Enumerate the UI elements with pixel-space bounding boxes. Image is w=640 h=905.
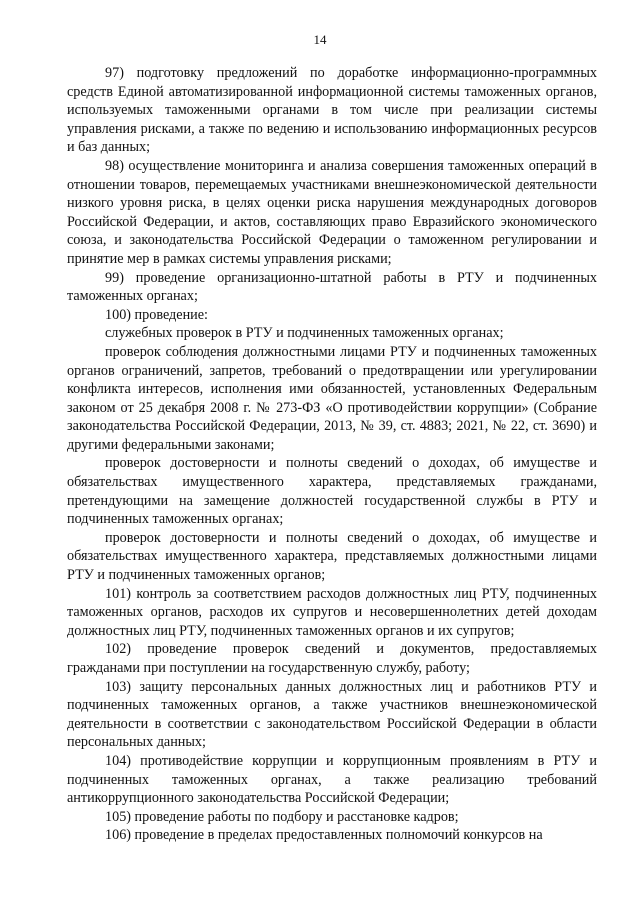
- paragraph-98: 98) осуществление мониторинга и анализа совершения таможенных операций в отношении товаров, перемещаемых участниками внешнеэкономической деятельности низкого уровня риска, в целях оценки риска нарушения международных договоров Российской Федерации, и актов, составляющих право Евразийского экономического союза, и законодательства Российской Федерации о таможенном регулировании и принятие мер в рамках системы управления рисками;: [67, 157, 597, 267]
- paragraph-100: 100) проведение:: [105, 306, 208, 323]
- page-number: 14: [313, 32, 327, 47]
- paragraph-102: 102) проведение проверок сведений и документов, предоставляемых гражданами при поступлении на государственную службу, работу;: [67, 641, 597, 676]
- paragraph-100-item-2: проверок соблюдения должностными лицами РТУ и подчиненных таможенных органов ограничений, запретов, требований о предотвращении или урегулировании конфликта интересов, исполнения ими обязанностей, установленных Федеральным законом от 25 декабря 2008 г. № 273-ФЗ «О противодействии коррупции» (Собрание законодательства Российской Федерации, 2013, № 39, ст. 4883; 2021, № 22, ст. 3690) и другими федеральными законами;: [67, 343, 597, 453]
- paragraph-100-item-4: проверок достоверности и полноты сведений о доходах, об имуществе и обязательствах имущественного характера, представляемых должностными лицами РТУ и подчиненных таможенных органов;: [67, 529, 597, 584]
- document-body: [67, 64, 597, 845]
- paragraph-99: 99) проведение организационно-штатной работы в РТУ и подчиненных таможенных органах;: [67, 269, 597, 305]
- paragraph-97: 97) подготовку предложений по доработке информационно-программных средств Единой автоматизированной информационной системы таможенных органов, используемых таможенными органами в том числе при реализации системы управления рисками, а также по ведению и использованию информационных ресурсов и баз данных;: [67, 65, 597, 156]
- paragraph-103: 103) защиту персональных данных должностных лиц и работников РТУ и подчиненных таможенных органов, а также участников внешнеэкономической деятельности в соответствии с законодательством Российской Федерации в области персональных данных;: [67, 678, 597, 751]
- paragraph-101: 101) контроль за соответствием расходов должностных лиц РТУ, подчиненных таможенных органов, расходов их супругов и несовершеннолетних детей доходам должностных лиц РТУ, подчиненных таможенных органов и их супругов;: [67, 585, 597, 639]
- paragraph-100-item-1: служебных проверок в РТУ и подчиненных таможенных органах;: [105, 325, 504, 342]
- paragraph-105: 105) проведение работы по подбору и расстановке кадров;: [105, 808, 459, 825]
- paragraph-106: 106) проведение в пределах предоставленных полномочий конкурсов на: [105, 827, 543, 844]
- paragraph-104: 104) противодействие коррупции и коррупционным проявлениям в РТУ и подчиненных таможенных органах, а также реализацию требований антикоррупционного законодательства Российской Федерации;: [67, 752, 597, 807]
- paragraph-100-item-3: проверок достоверности и полноты сведений о доходах, об имуществе и обязательствах имущественного характера, представляемых гражданами, претендующими на замещение должностей государственной службы в РТУ и подчиненных таможенных органах;: [67, 455, 597, 528]
